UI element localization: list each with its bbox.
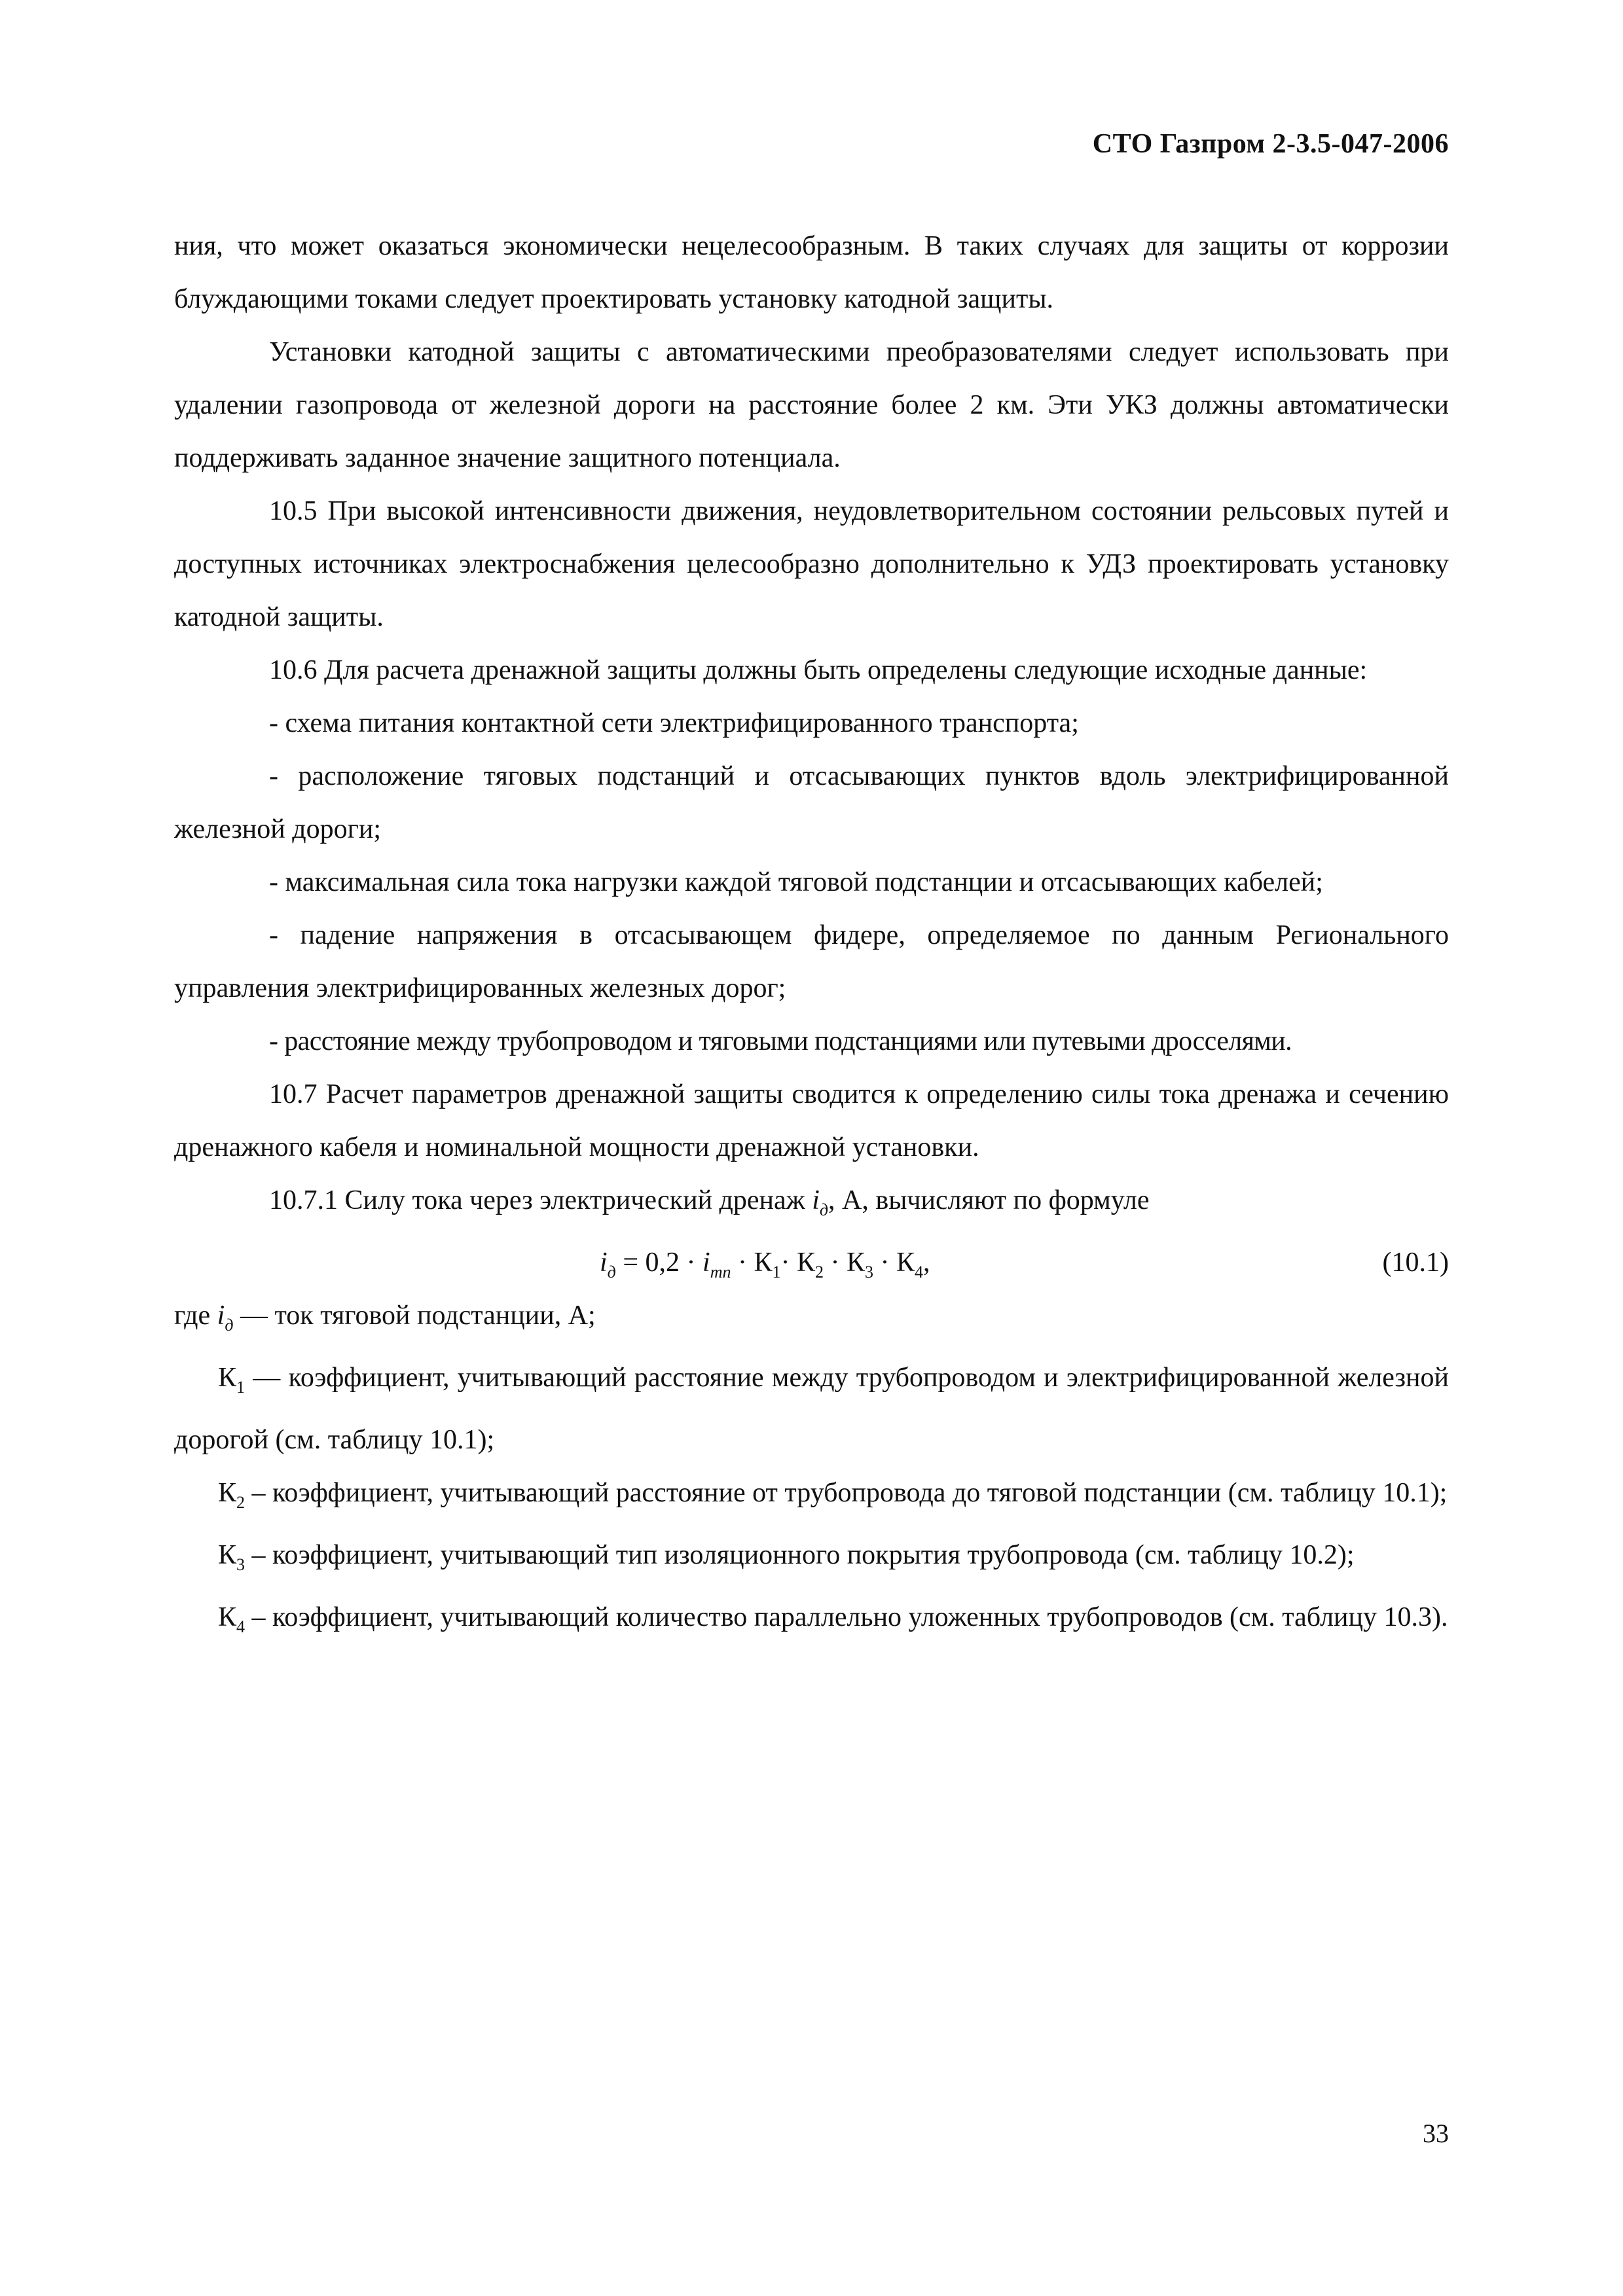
formula-k2: · К: [780, 1247, 815, 1278]
list-item: - максимальная сила тока нагрузки каждой тяговой подстанции и отсасывающих кабелей;: [269, 867, 1323, 897]
definition-symbol: К: [218, 1478, 237, 1508]
formula-traction-current-symbol: i: [702, 1247, 710, 1278]
formula-10-1: [600, 1236, 930, 1299]
definition-symbol: К: [218, 1363, 237, 1393]
document-code-header: СТО Газпром 2-3.5-047-2006: [1092, 129, 1449, 159]
definition-subscript: 3: [236, 1555, 246, 1574]
formula-lhs-symbol: i: [600, 1247, 608, 1278]
definition-item: [174, 1289, 1449, 1352]
definition-symbol: i: [217, 1300, 225, 1331]
page-number: 33: [1423, 2119, 1449, 2148]
formula-equals: = 0,2 ·: [615, 1247, 703, 1278]
formula-k1-subscript: 1: [772, 1263, 781, 1282]
formula-k3-subscript: 3: [864, 1263, 873, 1282]
formula-tail: ,: [922, 1247, 930, 1278]
paragraph-10-7: 10.7 Расчет параметров дренажной защиты сводится к определению силы тока дренажа и сечению дренажного кабеля и номинальной мощности дренажной установки.: [174, 1079, 1449, 1162]
paragraph-10-6: 10.6 Для расчета дренажной защиты должны быть определены следующие исходные данные:: [269, 655, 1368, 685]
paragraph-10-5: 10.5 При высокой интенсивности движения, неудовлетворительном состоянии рельсовых путей и доступных источниках электроснабжения целесообразно дополнительно к УДЗ проектировать установку катодной защиты.: [174, 496, 1449, 632]
formula-k1: · К: [731, 1247, 773, 1278]
definition-item: [174, 1529, 1449, 1591]
definition-subscript: 2: [236, 1493, 246, 1512]
definition-text: — коэффициент, учитывающий расстояние между трубопроводом и электрифицированной железной дорогой (см. таблицу 10.1);: [174, 1363, 1456, 1455]
list-item: - расстояние между трубопроводом и тяговыми подстанциями или путевыми дросселями.: [269, 1026, 1292, 1056]
paragraph-10-7-1-text: 10.7.1 Силу тока через электрический дренаж: [269, 1185, 812, 1215]
formula-row: [174, 1236, 1449, 1289]
definition-subscript: 1: [236, 1378, 246, 1397]
definition-text: – коэффициент, учитывающий тип изоляционного покрытия трубопровода (см. таблицу 10.2);: [245, 1540, 1355, 1570]
formula-number: (10.1): [1382, 1247, 1449, 1278]
formula-k3: · К: [823, 1247, 865, 1278]
formula-traction-current-subscript: тп: [710, 1263, 731, 1282]
definition-item: [174, 1467, 1449, 1529]
list-item: - падение напряжения в отсасывающем фидере, определяемое по данным Регионального управления электрифицированных железных дорог;: [174, 920, 1449, 1003]
definition-item: [174, 1591, 1449, 1653]
paragraph-10-7-1: [174, 1174, 1449, 1236]
formula-k4-subscript: 4: [914, 1263, 923, 1282]
definition-prefix: где: [174, 1300, 217, 1331]
paragraph-continuation: ния, что может оказаться экономически нецелесообразным. В таких случаях для защиты от коррозии блуждающими токами следует проектировать установку катодной защиты.: [174, 231, 1449, 314]
formula-lhs-subscript: д: [607, 1263, 616, 1282]
definition-item: [174, 1352, 1456, 1467]
formula-k4: · К: [873, 1247, 915, 1278]
definition-text: – коэффициент, учитывающий количество параллельно уложенных трубопроводов (см. таблицу 10.3).: [245, 1602, 1448, 1632]
definition-text: — ток тяговой подстанции, А;: [233, 1300, 596, 1331]
definition-subscript: 4: [236, 1617, 246, 1636]
paragraph-10-7-1-tail: , А, вычисляют по формуле: [828, 1185, 1150, 1215]
definition-symbol: К: [218, 1540, 237, 1570]
drain-current-symbol: i: [812, 1185, 820, 1215]
definition-text: – коэффициент, учитывающий расстояние от трубопровода до тяговой подстанции (см. таблицу 10.1);: [245, 1478, 1448, 1508]
list-item: - схема питания контактной сети электрифицированного транспорта;: [269, 708, 1079, 738]
drain-current-subscript: д: [819, 1200, 829, 1219]
definition-symbol: К: [218, 1602, 237, 1632]
definition-subscript: д: [225, 1316, 234, 1335]
body-text: [174, 220, 1456, 1653]
formula-k2-subscript: 2: [814, 1263, 824, 1282]
list-item: - расположение тяговых подстанций и отсасывающих пунктов вдоль электрифицированной железной дороги;: [174, 761, 1449, 844]
paragraph-cathodic-protection: Установки катодной защиты с автоматическими преобразователями следует использовать при удалении газопровода от железной дороги на расстояние более 2 км. Эти УКЗ должны автоматически поддерживать заданное значение защитного потенциала.: [174, 337, 1449, 473]
